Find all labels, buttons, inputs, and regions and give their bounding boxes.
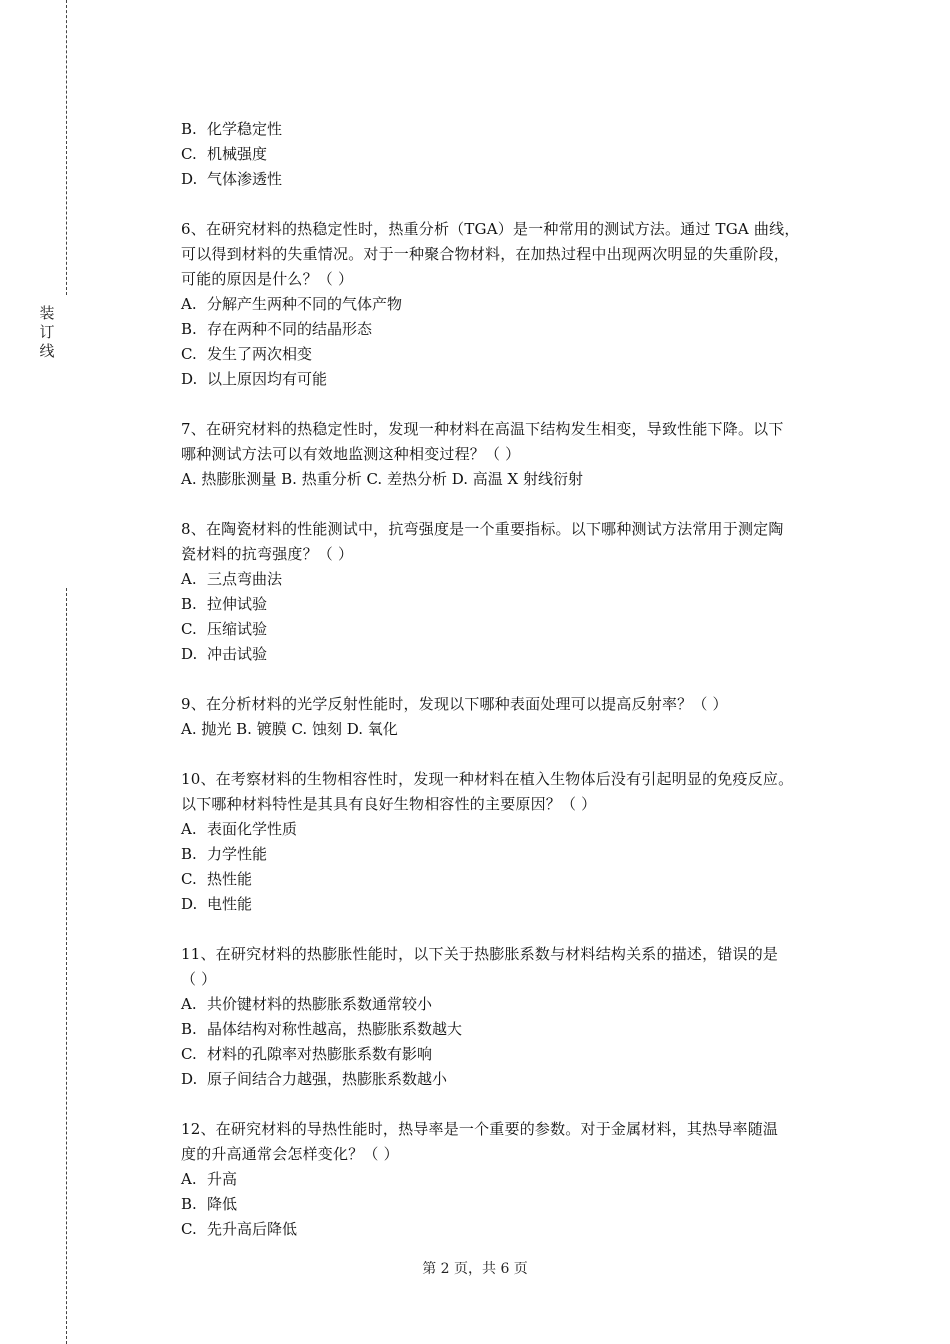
question-stem: 哪种测试方法可以有效地监测这种相变过程？（ ） [181,445,521,463]
binding-line-bottom [66,588,67,1344]
option-d: D. 气体渗透性 [181,170,283,188]
options-inline: A. 抛光 B. 镀膜 C. 蚀刻 D. 氧化 [181,720,398,738]
question-stem: 瓷材料的抗弯强度？（ ） [181,545,354,563]
question-stem: 以下哪种材料特性是其具有良好生物相容性的主要原因？（ ） [181,795,597,813]
question-7 [181,417,849,492]
question-stem: 9、在分析材料的光学反射性能时，发现以下哪种表面处理可以提高反射率？（ ） [181,695,728,713]
option-c: C. 压缩试验 [181,620,268,638]
question-8 [181,517,849,667]
question-stem: 12、在研究材料的导热性能时，热导率是一个重要的参数。对于金属材料，其热导率随温 [181,1120,779,1138]
question-stem: （ ） [181,970,217,988]
option-a: A. 分解产生两种不同的气体产物 [181,295,403,313]
option-d: D. 电性能 [181,895,253,913]
question-5-continuation [181,117,849,192]
question-stem: 可能的原因是什么？（ ） [181,270,354,288]
question-6 [181,217,849,392]
question-9 [181,692,849,742]
question-11 [181,942,849,1092]
page-number: 第 2 页，共 6 页 [422,1261,528,1277]
question-stem: 度的升高通常会怎样变化？（ ） [181,1145,399,1163]
option-b: B. 晶体结构对称性越高，热膨胀系数越大 [181,1020,463,1038]
binding-label-char: 线 [39,342,55,360]
option-a: A. 升高 [181,1170,238,1188]
option-d: D. 以上原因均有可能 [181,370,328,388]
option-d: D. 冲击试验 [181,645,268,663]
option-a: A. 表面化学性质 [181,820,298,838]
binding-label [38,304,56,361]
question-10 [181,767,849,917]
binding-label-char: 订 [39,323,55,341]
option-a: A. 共价键材料的热膨胀系数通常较小 [181,995,433,1013]
option-b: B. 降低 [181,1195,238,1213]
option-a: A. 三点弯曲法 [181,570,283,588]
option-c: C. 先升高后降低 [181,1220,298,1238]
binding-line-top [66,0,67,295]
option-b: B. 拉伸试验 [181,595,268,613]
question-stem: 11、在研究材料的热膨胀性能时，以下关于热膨胀系数与材料结构关系的描述，错误的是 [181,945,779,963]
option-c: C. 机械强度 [181,145,268,163]
option-c: C. 材料的孔隙率对热膨胀系数有影响 [181,1045,433,1063]
binding-label-char: 装 [39,304,55,322]
option-d: D. 原子间结合力越强，热膨胀系数越小 [181,1070,448,1088]
option-c: C. 发生了两次相变 [181,345,313,363]
option-b: B. 力学性能 [181,845,268,863]
option-c: C. 热性能 [181,870,253,888]
question-12 [181,1117,849,1242]
question-list [181,117,849,1242]
option-b: B. 化学稳定性 [181,120,283,138]
question-stem: 10、在考察材料的生物相容性时，发现一种材料在植入生物体后没有引起明显的免疫反应。 [181,770,794,788]
question-stem: 7、在研究材料的热稳定性时，发现一种材料在高温下结构发生相变，导致性能下降。以下 [181,420,784,438]
question-stem: 8、在陶瓷材料的性能测试中，抗弯强度是一个重要指标。以下哪种测试方法常用于测定陶 [181,520,784,538]
options-inline: A. 热膨胀测量 B. 热重分析 C. 差热分析 D. 高温 X 射线衍射 [181,470,583,488]
option-b: B. 存在两种不同的结晶形态 [181,320,373,338]
question-stem: 可以得到材料的失重情况。对于一种聚合物材料，在加热过程中出现两次明显的失重阶段， [181,245,790,263]
question-stem: 6、在研究材料的热稳定性时，热重分析（TGA）是一种常用的测试方法。通过 TGA 曲线， [181,220,800,238]
